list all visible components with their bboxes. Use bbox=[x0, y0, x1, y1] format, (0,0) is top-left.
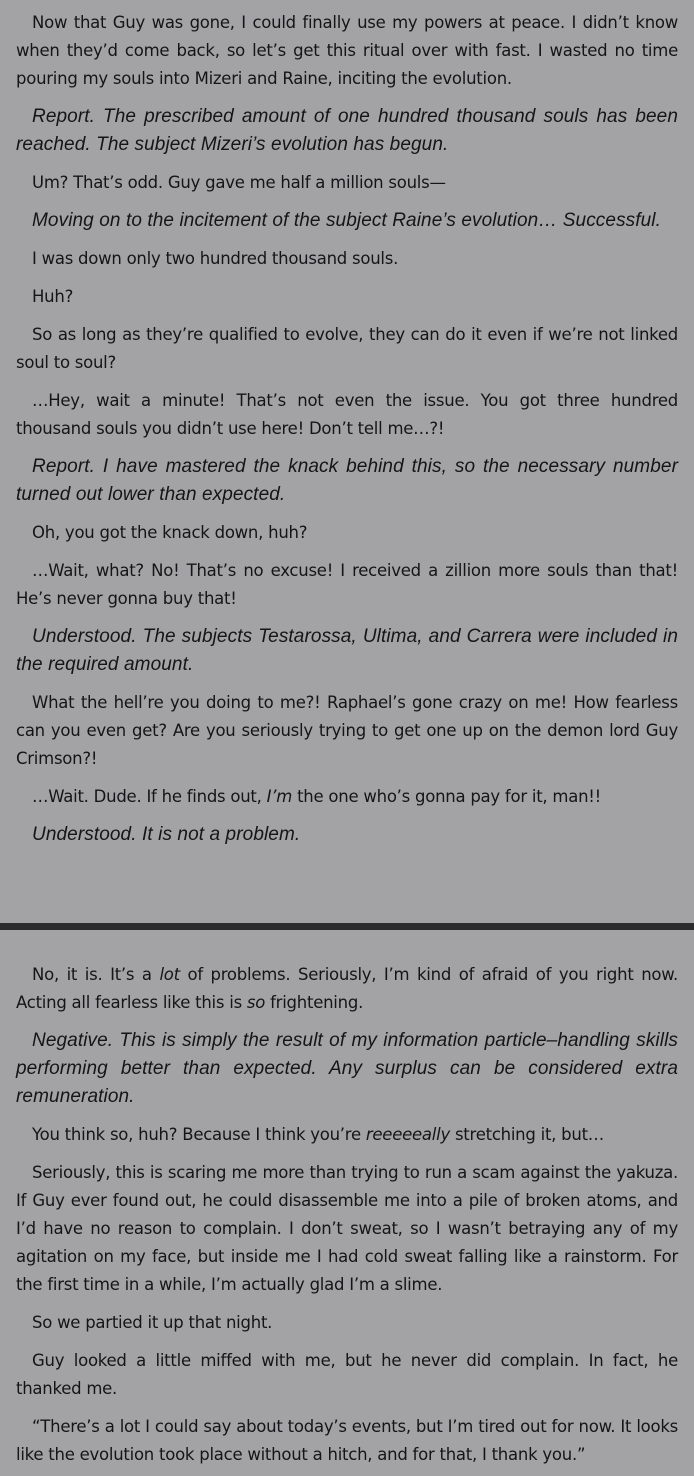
raphael-dialogue: Understood. It is not a problem. bbox=[32, 824, 301, 845]
paragraph: I was down only two hundred thousand souls. bbox=[32, 249, 399, 268]
paragraph bbox=[16, 1121, 678, 1149]
text-run: of problems. Seriously, I’m kind of afraid of you right now. Acting all fearless like this is bbox=[16, 965, 678, 1012]
paragraph: So as long as they’re qualified to evolve, they can do it even if we’re not linked soul to soul? bbox=[16, 325, 678, 372]
paragraph: So we partied it up that night. bbox=[32, 1313, 273, 1332]
paragraph: Um? That’s odd. Guy gave me half a million souls— bbox=[32, 173, 446, 192]
paragraph: Oh, you got the knack down, huh? bbox=[32, 523, 308, 542]
paragraph: Now that Guy was gone, I could finally use my powers at peace. I didn’t know when they’d come back, so let’s get this ritual over with fast. I wasted no time pouring my souls into Mizeri and Raine, inciting the evolution. bbox=[16, 13, 678, 88]
page-bottom bbox=[0, 930, 694, 1469]
paragraph: Huh? bbox=[32, 287, 74, 306]
paragraph: What the hell’re you doing to me?! Raphael’s gone crazy on me! How fearless can you even get? Are you seriously trying to get one up on the demon lord Guy Crimson?! bbox=[16, 693, 678, 768]
raphael-dialogue: Report. I have mastered the knack behind this, so the necessary number turned out lower than expected. bbox=[16, 456, 678, 505]
text-run: …Wait. Dude. If he finds out, bbox=[32, 787, 267, 806]
raphael-dialogue: Report. The prescribed amount of one hundred thousand souls has been reached. The subject Mizeri’s evolution has begun. bbox=[16, 106, 678, 155]
raphael-dialogue: Moving on to the incitement of the subject Raine’s evolution… Successful. bbox=[32, 210, 662, 231]
page-divider bbox=[0, 923, 694, 930]
text-run: the one who’s gonna pay for it, man!! bbox=[292, 787, 602, 806]
emphasis-text: I’m bbox=[266, 787, 293, 806]
emphasis-text: lot bbox=[159, 965, 180, 984]
raphael-dialogue: Negative. This is simply the result of my information particle–handling skills performing better than expected. Any surplus can be considered extra remuneration. bbox=[16, 1030, 678, 1107]
raphael-dialogue: Understood. The subjects Testarossa, Ultima, and Carrera were included in the required amount. bbox=[16, 626, 678, 675]
text-run: stretching it, but… bbox=[449, 1125, 605, 1144]
paragraph: …Hey, wait a minute! That’s not even the issue. You got three hundred thousand souls you didn’t use here! Don’t tell me…?! bbox=[16, 391, 678, 438]
paragraph: Guy looked a little miffed with me, but he never did complain. In fact, he thanked me. bbox=[16, 1351, 678, 1398]
text-run: You think so, huh? Because I think you’re bbox=[32, 1125, 366, 1144]
paragraph bbox=[16, 783, 678, 811]
emphasis-text: reeeeeally bbox=[365, 1125, 450, 1144]
emphasis-text: so bbox=[246, 993, 266, 1012]
paragraph bbox=[16, 961, 678, 1017]
paragraph: “There’s a lot I could say about today’s events, but I’m tired out for now. It looks like the evolution took place without a hitch, and for that, I thank you.” bbox=[16, 1417, 678, 1464]
paragraph: Seriously, this is scaring me more than trying to run a scam against the yakuza. If Guy ever found out, he could disassemble me into a pile of broken atoms, and I’d have no reason to complain. I don’t sweat, so I wasn’t betraying any of my agitation on my face, but inside me I had cold sweat falling like a rainstorm. For the first time in a while, I’m actually glad I’m a slime. bbox=[16, 1163, 678, 1294]
paragraph: …Wait, what? No! That’s no excuse! I received a zillion more souls than that! He’s never gonna buy that! bbox=[16, 561, 678, 608]
text-run: No, it is. It’s a bbox=[32, 965, 160, 984]
text-run: frightening. bbox=[265, 993, 364, 1012]
